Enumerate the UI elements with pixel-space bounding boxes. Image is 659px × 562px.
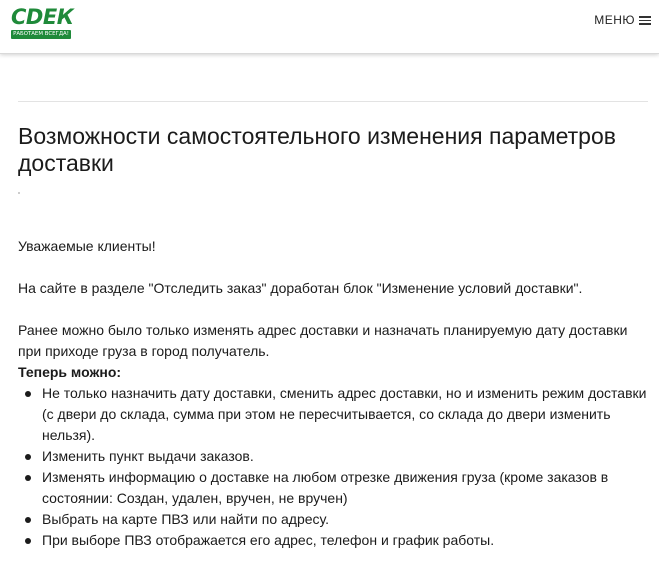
menu-label: МЕНЮ bbox=[594, 13, 635, 27]
list-item: Выбрать на карте ПВЗ или найти по адресу. bbox=[42, 509, 648, 530]
list-item: При выборе ПВЗ отображается его адрес, телефон и график работы. bbox=[42, 530, 648, 551]
hamburger-icon bbox=[639, 15, 651, 25]
list-item: Не только назначить дату доставки, сменить адрес доставки, но и изменить режим доставки (с двери до склада, сумма при этом не пересчитывается, со склада до двери изменить нельзя). bbox=[42, 383, 648, 446]
cdek-logo[interactable] bbox=[11, 6, 75, 36]
article-body bbox=[18, 236, 648, 551]
features-list bbox=[18, 383, 648, 551]
now-heading: Теперь можно: bbox=[18, 364, 122, 380]
list-item: Изменять информацию о доставке на любом отрезке движения груза (кроме заказов в состоянии: Создан, удален, вручен, не вручен) bbox=[42, 467, 648, 509]
menu-button[interactable] bbox=[594, 12, 651, 28]
site-header bbox=[0, 0, 659, 54]
section-divider bbox=[18, 101, 648, 102]
page-title: Возможности самостоятельного изменения параметров доставки bbox=[18, 123, 616, 176]
previously-text: Ранее можно было только изменять адрес доставки и назначать планируемую дату доставки при приходе груза в город получатель. bbox=[18, 322, 628, 359]
logo-tagline: РАБОТАЕМ ВСЕГДА! bbox=[11, 30, 71, 39]
logo-wordmark: СDЕК bbox=[11, 5, 74, 29]
intro-text: На сайте в разделе "Отследить заказ" доработан блок "Изменение условий доставки". bbox=[18, 280, 583, 296]
greeting-text: Уважаемые клиенты! bbox=[18, 238, 156, 254]
list-item: Изменить пункт выдачи заказов. bbox=[42, 446, 648, 467]
decorative-dot bbox=[18, 192, 20, 194]
